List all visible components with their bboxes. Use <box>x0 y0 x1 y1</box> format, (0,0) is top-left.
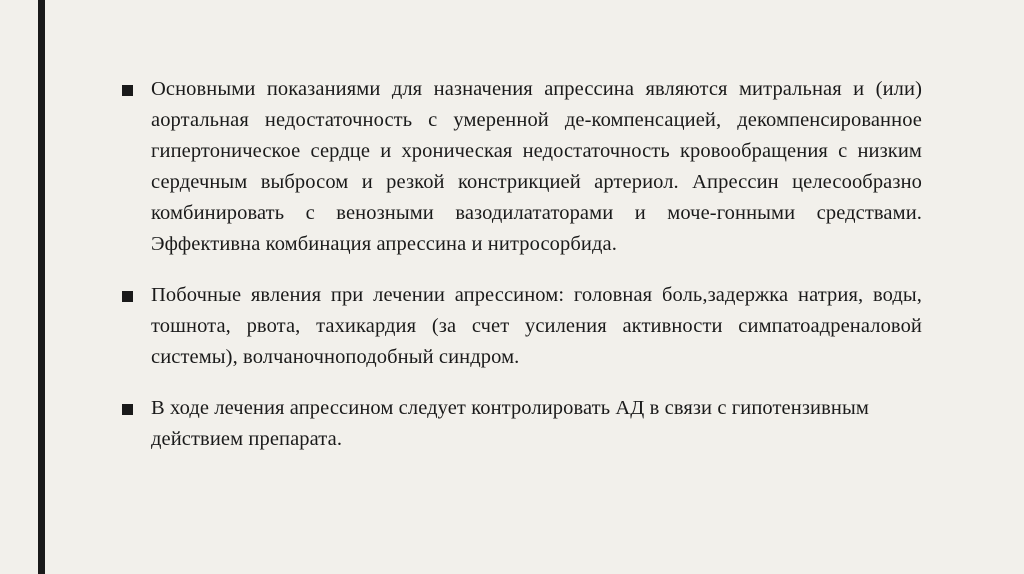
list-item-text: В ходе лечения апрессином следует контролировать АД в связи с гипотензивным действием препарата. <box>151 397 869 450</box>
list-item <box>122 393 922 455</box>
left-vertical-rule <box>38 0 45 574</box>
square-bullet-icon <box>122 85 133 96</box>
bullet-list <box>122 74 922 473</box>
list-item <box>122 74 922 260</box>
square-bullet-icon <box>122 291 133 302</box>
list-item-text: Побочные явления при лечении апрессином: головная боль,задержка натрия, воды, тошнота, рвота, тахикардия (за счет усиления активности симпатоадреналовой системы), волчаночноподобный синдром. <box>151 284 922 368</box>
list-item-text: Основными показаниями для назначения апрессина являются митральная и (или) аортальная недостаточность с умеренной де-компенсацией, декомпенсированное гипертоническое сердце и хроническая недостаточность кровообращения с низким сердечным выбросом и резкой констрикцией артериол. Апрессин целесообразно комбинировать с венозными вазодилататорами и моче-гонными средствами. Эффективна комбинация апрессина и нитросорбида. <box>151 78 922 255</box>
list-item <box>122 280 922 373</box>
square-bullet-icon <box>122 404 133 415</box>
